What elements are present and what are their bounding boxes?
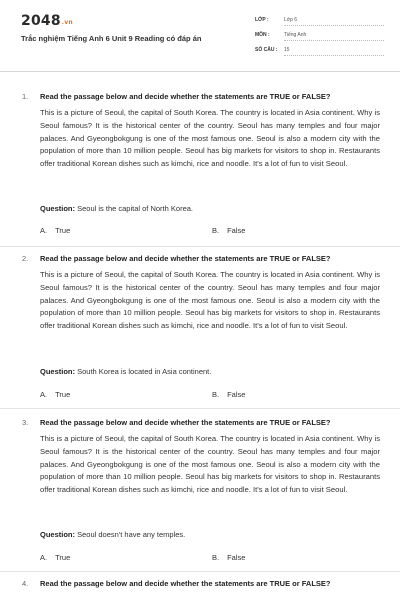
question-number: 3. — [22, 418, 29, 427]
question-number: 2. — [22, 254, 29, 263]
meta-subject-value: Tiếng Anh — [284, 32, 384, 41]
meta-count-label: SỐ CÂU : — [255, 47, 278, 53]
question-divider — [0, 246, 400, 247]
option-a[interactable] — [40, 390, 70, 399]
option-b[interactable] — [212, 553, 245, 562]
option-letter: B. — [212, 226, 220, 235]
option-letter: A. — [40, 553, 48, 562]
meta-count-value: 15 — [284, 47, 384, 56]
question-statement — [40, 530, 185, 539]
question-number: 4. — [22, 579, 29, 588]
question-instruction: Read the passage below and decide whether the statements are TRUE or FALSE? — [40, 92, 331, 101]
option-letter: B. — [212, 553, 220, 562]
meta-grade — [255, 17, 385, 29]
option-letter: A. — [40, 226, 48, 235]
option-text: True — [55, 390, 71, 399]
meta-grade-value: Lớp 6 — [284, 17, 384, 26]
option-a[interactable] — [40, 553, 70, 562]
option-letter: A. — [40, 390, 48, 399]
question-label: Question: — [40, 530, 75, 539]
option-text: False — [227, 390, 246, 399]
question-instruction: Read the passage below and decide whether the statements are TRUE or FALSE? — [40, 579, 331, 588]
question-statement — [40, 367, 211, 376]
option-b[interactable] — [212, 226, 245, 235]
meta-grade-label: LỚP : — [255, 17, 269, 23]
meta-subject-label: MÔN : — [255, 32, 270, 38]
question-text: Seoul is the capital of North Korea. — [77, 204, 193, 213]
option-letter: B. — [212, 390, 220, 399]
reading-passage: This is a picture of Seoul, the capital of South Korea. The country is located in Asia continent. Why is Seoul famous? It is the historical center of the country. Seoul has many temples and four major palaces. And Gyeongbokgung is one of the most famous one. Seoul is also a modern city with the population of more than 10 million people. Seoul has big markets for visitors to shop in. Restaurants offer traditional Korean dishes such as kimchi, rice and noodle. It's a lot of fun to visit Seoul. — [40, 108, 380, 169]
question-divider — [0, 408, 400, 409]
question-text: Seoul doesn't have any temples. — [77, 530, 186, 539]
question-number: 1. — [22, 92, 29, 101]
document-header — [0, 0, 400, 72]
reading-passage: This is a picture of Seoul, the capital of South Korea. The country is located in Asia continent. Why is Seoul famous? It is the historical center of the country. Seoul has many temples and four major palaces. And Gyeongbokgung is one of the most famous one. Seoul is also a modern city with the population of more than 10 million people. Seoul has big markets for visitors to shop in. Restaurants offer traditional Korean dishes such as kimchi, rice and noodle. It's a lot of fun to visit Seoul. — [40, 270, 380, 331]
question-label: Question: — [40, 367, 75, 376]
document-title: Trắc nghiệm Tiếng Anh 6 Unit 9 Reading có đáp án — [21, 34, 202, 43]
site-logo[interactable] — [21, 13, 73, 29]
option-b[interactable] — [212, 390, 245, 399]
meta-subject — [255, 32, 385, 44]
question-instruction: Read the passage below and decide whether the statements are TRUE or FALSE? — [40, 254, 331, 263]
question-label: Question: — [40, 204, 75, 213]
logo-suffix: .vn — [61, 19, 73, 26]
question-divider — [0, 571, 400, 572]
option-text: False — [227, 553, 246, 562]
question-text: South Korea is located in Asia continent. — [77, 367, 212, 376]
reading-passage: This is a picture of Seoul, the capital of South Korea. The country is located in Asia continent. Why is Seoul famous? It is the historical center of the country. Seoul has many temples and four major palaces. And Gyeongbokgung is one of the most famous one. Seoul is also a modern city with the population of more than 10 million people. Seoul has big markets for visitors to shop in. Restaurants offer traditional Korean dishes such as kimchi, rice and noodle. It's a lot of fun to visit Seoul. — [40, 434, 380, 495]
option-text: True — [55, 226, 71, 235]
option-text: False — [227, 226, 246, 235]
option-text: True — [55, 553, 71, 562]
option-a[interactable] — [40, 226, 70, 235]
question-instruction: Read the passage below and decide whether the statements are TRUE or FALSE? — [40, 418, 331, 427]
meta-count — [255, 47, 385, 59]
logo-text: 2048 — [21, 13, 61, 29]
question-statement — [40, 204, 193, 213]
